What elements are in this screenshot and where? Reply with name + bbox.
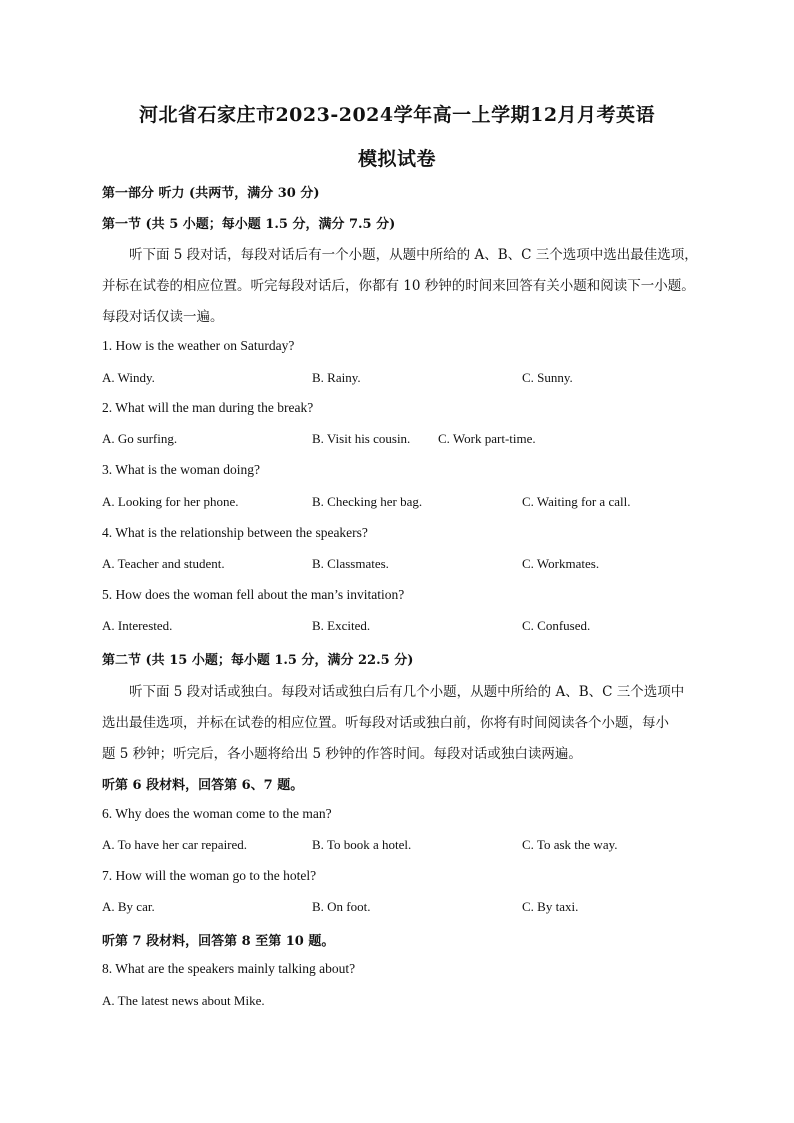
exam-subtitle: 模拟试卷 <box>357 148 436 170</box>
option-b: B. Checking her bag. <box>312 494 423 509</box>
question-stem: 2. What will the man during the break? <box>102 400 314 415</box>
option-c: C. Confused. <box>522 618 591 633</box>
option-a: A. By car. <box>102 899 155 914</box>
question-stem: 4. What is the relationship between the speakers? <box>102 525 368 540</box>
instruction-line: 每段对话仅读一遍。 <box>102 309 224 325</box>
instruction-line: 并标在试卷的相应位置。听完每段对话后，你都有 10 秒钟的时间来回答有关小题和阅读下一小题。 <box>102 278 695 294</box>
question-stem: 8. What are the speakers mainly talking about? <box>102 961 356 976</box>
part1-heading: 第一部分 听力 (共两节，满分 30 分) <box>102 186 320 201</box>
option-b: B. To book a hotel. <box>312 837 412 852</box>
option-c: C. To ask the way. <box>522 837 618 852</box>
option-a: A. Looking for her phone. <box>102 494 239 509</box>
instruction-line: 听下面 5 段对话，每段对话后有一个小题，从题中所给的 A、B、C 三个选项中选出最佳选项， <box>129 247 698 263</box>
material-6-heading: 听第 6 段材料，回答第 6、7 题。 <box>102 778 304 793</box>
question-stem: 1. How is the weather on Saturday? <box>102 338 295 353</box>
option-b: B. Classmates. <box>312 556 389 571</box>
option-a: A. Teacher and student. <box>102 556 225 571</box>
question-stem: 7. How will the woman go to the hotel? <box>102 868 317 883</box>
option-a: A. Windy. <box>102 370 155 385</box>
option-a: A. The latest news about Mike. <box>102 993 265 1008</box>
instruction-line: 选出最佳选项，并标在试卷的相应位置。听每段对话或独白前，你将有时间阅读各个小题，每小 <box>102 715 669 731</box>
option-a: A. Go surfing. <box>102 431 178 446</box>
option-b: B. On foot. <box>312 899 371 914</box>
question-stem: 5. How does the woman fell about the man’s invitation? <box>102 587 405 602</box>
exam-title: 河北省石家庄市2023-2024学年高一上学期12月月考英语 <box>138 104 656 126</box>
question-stem: 6. Why does the woman come to the man? <box>102 806 332 821</box>
option-c: C. Waiting for a call. <box>522 494 631 509</box>
option-c: C. Work part-time. <box>438 431 536 446</box>
instruction-line: 听下面 5 段对话或独白。每段对话或独白后有几个小题，从题中所给的 A、B、C 三个选项中 <box>129 684 685 700</box>
option-b: B. Excited. <box>312 618 371 633</box>
material-7-heading: 听第 7 段材料，回答第 8 至第 10 题。 <box>102 934 335 949</box>
option-c: C. Workmates. <box>522 556 600 571</box>
section1-heading: 第一节 (共 5 小题；每小题 1.5 分，满分 7.5 分) <box>102 217 396 232</box>
option-a: A. Interested. <box>102 618 173 633</box>
instruction-line: 题 5 秒钟；听完后，各小题将给出 5 秒钟的作答时间。每段对话或独白读两遍。 <box>102 746 582 762</box>
option-c: C. Sunny. <box>522 370 573 385</box>
option-b: B. Rainy. <box>312 370 361 385</box>
option-b: B. Visit his cousin. <box>312 431 411 446</box>
question-stem: 3. What is the woman doing? <box>102 462 260 477</box>
option-a: A. To have her car repaired. <box>102 837 248 852</box>
option-c: C. By taxi. <box>522 899 579 914</box>
section2-heading: 第二节 (共 15 小题；每小题 1.5 分，满分 22.5 分) <box>102 653 414 668</box>
